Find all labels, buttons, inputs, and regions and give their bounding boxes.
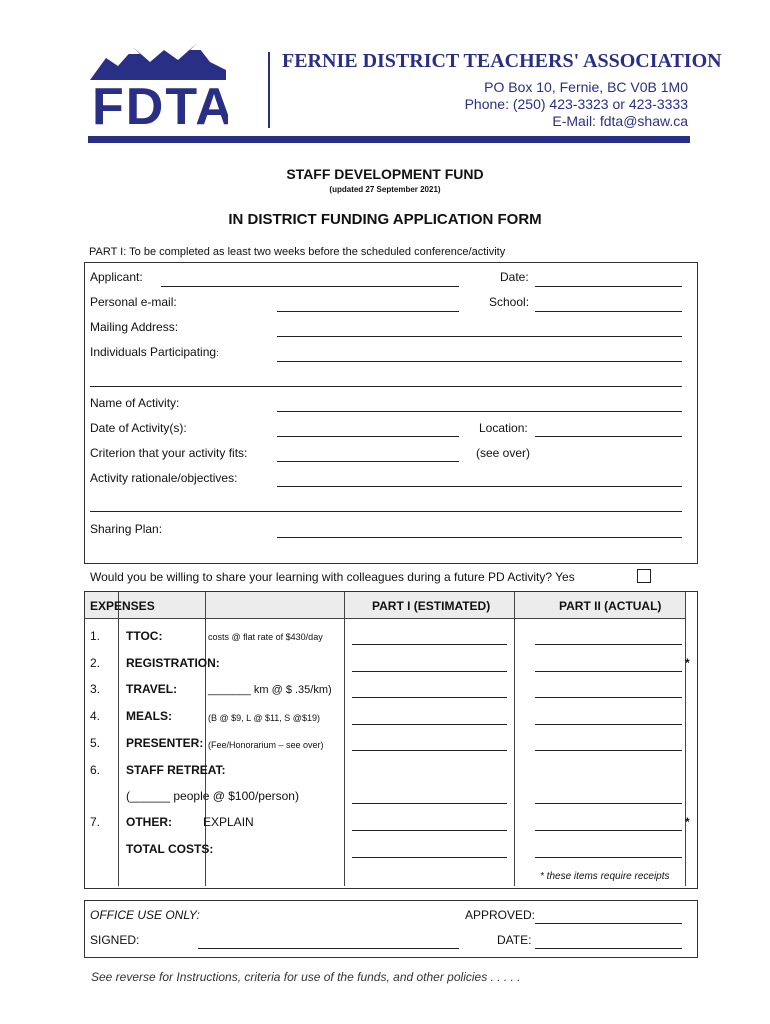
see-over-note: (see over) [476, 446, 531, 460]
presenter-actual-field[interactable] [535, 750, 682, 751]
other-explain-label: EXPLAIN [203, 815, 254, 829]
rationale-field-1[interactable] [277, 486, 682, 487]
total-estimated-field[interactable] [352, 857, 507, 858]
row-number: 3. [90, 682, 101, 696]
col-divider-a [118, 592, 119, 886]
retreat-estimated-field[interactable] [352, 803, 507, 804]
row-number: 5. [90, 736, 101, 750]
col-divider-c [344, 592, 345, 886]
signed-field[interactable] [198, 948, 459, 949]
expenses-header: EXPENSES [90, 599, 155, 613]
travel-actual-field[interactable] [535, 697, 682, 698]
presenter-estimated-field[interactable] [352, 750, 507, 751]
updated-note: (updated 27 September 2021) [329, 185, 441, 194]
other-estimated-field[interactable] [352, 830, 507, 831]
row-number: 7. [90, 815, 101, 829]
fund-title: STAFF DEVELOPMENT FUND [286, 166, 484, 182]
expense-note: (B @ $9, L @ $11, S @$19) [208, 713, 320, 723]
receipt-asterisk: * [685, 815, 690, 829]
col-divider-d [514, 592, 515, 886]
mailing-label: Mailing Address: [90, 320, 179, 334]
row-number: 2. [90, 656, 101, 670]
travel-estimated-field[interactable] [352, 697, 507, 698]
registration-actual-field[interactable] [535, 671, 682, 672]
expense-label: STAFF RETREAT: [126, 763, 226, 777]
email-field[interactable] [277, 311, 459, 312]
org-address: PO Box 10, Fernie, BC V0B 1M0 [484, 79, 688, 95]
other-actual-field[interactable] [535, 830, 682, 831]
total-actual-field[interactable] [535, 857, 682, 858]
ttoc-actual-field[interactable] [535, 644, 682, 645]
header-divider [268, 52, 270, 128]
applicant-field[interactable] [161, 286, 459, 287]
expense-label: TTOC: [126, 629, 163, 643]
individuals-label-colon: : [216, 348, 219, 358]
col-divider-e [685, 592, 686, 886]
col-estimated-header: PART I (ESTIMATED) [372, 599, 491, 613]
col-actual-header: PART II (ACTUAL) [559, 599, 662, 613]
date-label: Date: [500, 270, 529, 284]
activity-dates-field[interactable] [277, 436, 459, 437]
expenses-header-rule [85, 618, 685, 619]
sharing-label: Sharing Plan: [90, 522, 163, 536]
ttoc-estimated-field[interactable] [352, 644, 507, 645]
total-costs-label: TOTAL COSTS: [126, 842, 214, 856]
row-number: 1. [90, 629, 101, 643]
expense-note: _______ km @ $ .35/km) [208, 684, 332, 696]
location-label: Location: [479, 421, 528, 435]
location-field[interactable] [535, 436, 682, 437]
approved-field[interactable] [535, 923, 682, 924]
meals-actual-field[interactable] [535, 724, 682, 725]
expense-note: (Fee/Honorarium – see over) [208, 740, 324, 750]
date-field[interactable] [535, 286, 682, 287]
footer-note: See reverse for Instructions, criteria for use of the funds, and other policies . . . . . [91, 970, 521, 984]
individuals-field-2[interactable] [90, 386, 682, 387]
criterion-field[interactable] [277, 461, 459, 462]
individuals-label-text: Individuals Participating [90, 345, 217, 359]
expense-label: REGISTRATION: [126, 656, 220, 670]
share-yes-checkbox[interactable] [637, 569, 651, 583]
form-title: IN DISTRICT FUNDING APPLICATION FORM [228, 211, 542, 228]
expense-note: costs @ flat rate of $430/day [208, 632, 323, 642]
meals-estimated-field[interactable] [352, 724, 507, 725]
approved-label: APPROVED: [465, 908, 536, 922]
expense-label: TRAVEL: [126, 682, 178, 696]
individuals-field-1[interactable] [277, 361, 682, 362]
logo [88, 40, 228, 132]
activity-dates-label: Date of Activity(s): [90, 421, 187, 435]
org-phone: Phone: (250) 423-3323 or 423-3333 [464, 96, 688, 112]
criterion-label: Criterion that your activity fits: [90, 446, 248, 460]
expense-label: OTHER: [126, 815, 172, 829]
rationale-field-2[interactable] [90, 511, 682, 512]
org-email: E-Mail: fdta@shaw.ca [552, 113, 688, 129]
rationale-label: Activity rationale/objectives: [90, 471, 238, 485]
registration-estimated-field[interactable] [352, 671, 507, 672]
activity-name-label: Name of Activity: [90, 396, 180, 410]
office-date-label: DATE: [497, 933, 532, 947]
row-number: 4. [90, 709, 101, 723]
sharing-field[interactable] [277, 537, 682, 538]
retreat-actual-field[interactable] [535, 803, 682, 804]
office-use-label: OFFICE USE ONLY: [90, 908, 200, 922]
header-bar [88, 136, 690, 143]
row-number: 6. [90, 763, 101, 777]
office-date-field[interactable] [535, 948, 682, 949]
org-name: FERNIE DISTRICT TEACHERS' ASSOCIATION [282, 50, 722, 72]
expense-label: PRESENTER: [126, 736, 204, 750]
email-label: Personal e-mail: [90, 295, 177, 309]
retreat-people-note: (______ people @ $100/person) [126, 789, 299, 803]
expense-label: MEALS: [126, 709, 172, 723]
receipts-note: * these items require receipts [540, 871, 670, 882]
signed-label: SIGNED: [90, 933, 140, 947]
svg-text:FDTA: FDTA [92, 78, 228, 132]
activity-name-field[interactable] [277, 411, 682, 412]
individuals-label [90, 345, 219, 359]
part1-instruction: PART I: To be completed as least two weeks before the scheduled conference/activity [89, 246, 506, 258]
school-field[interactable] [535, 311, 682, 312]
receipt-asterisk: * [685, 656, 690, 670]
share-question: Would you be willing to share your learning with colleagues during a future PD Activity? Yes [90, 570, 575, 584]
mailing-field[interactable] [277, 336, 682, 337]
applicant-label: Applicant: [90, 270, 143, 284]
school-label: School: [489, 295, 530, 309]
